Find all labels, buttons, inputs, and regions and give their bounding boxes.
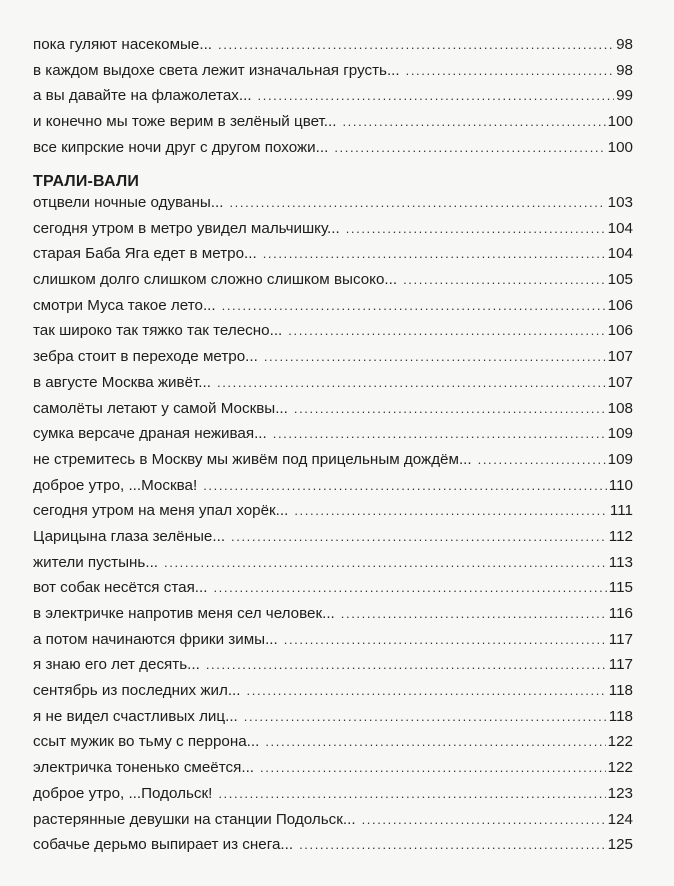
dot-leader [273, 426, 606, 441]
toc-entry-page-number: 98 [616, 36, 633, 53]
dot-leader [218, 37, 614, 52]
toc-entry [33, 656, 633, 682]
toc-entry-title: слишком долго слишком сложно слишком высоко... [33, 271, 398, 289]
toc-entry-page-number: 112 [608, 527, 633, 545]
toc-entry-title: я не видел счастливых лиц... [33, 707, 238, 725]
dot-leader [244, 709, 607, 724]
toc-entry-title: в электричке напротив меня сел человек... [33, 605, 335, 622]
toc-entry-title: старая Баба Яга едет в метро... [33, 245, 257, 263]
toc-entry-title: вот собак несётся стая... [33, 579, 208, 597]
toc-entry [33, 502, 633, 528]
dot-leader [260, 760, 606, 775]
dot-leader [403, 272, 606, 287]
dot-leader [342, 114, 605, 129]
toc-entry [33, 36, 633, 62]
toc-entry [33, 785, 633, 811]
dot-leader [478, 452, 606, 467]
toc-entry-title: все кипрские ночи друг с другом похожи... [33, 138, 329, 156]
toc-entry-page-number: 107 [607, 348, 633, 366]
toc-entry-title: доброе утро, ...Подольск! [33, 784, 213, 802]
dot-leader [222, 298, 606, 313]
toc-entry-title: пока гуляют насекомые... [33, 36, 213, 53]
toc-entry-page-number: 124 [607, 810, 633, 828]
toc-entry [33, 220, 633, 246]
toc-entry [33, 554, 633, 580]
toc-entry-page-number: 106 [607, 296, 633, 314]
toc-entry-title: жители пустынь... [33, 553, 159, 571]
dot-leader [231, 529, 607, 544]
dot-leader [217, 375, 606, 390]
dot-leader [299, 837, 606, 852]
toc-entry [33, 579, 633, 605]
toc-entry-title: в августе Москва живёт... [33, 373, 211, 391]
toc-entry-page-number: 118 [608, 682, 633, 700]
toc-entry [33, 682, 633, 708]
toc-entry-title: зебра стоит в переходе метро... [33, 348, 258, 366]
dot-leader [247, 683, 607, 698]
toc-entry [33, 733, 633, 759]
dot-leader [218, 786, 605, 801]
toc-entry-title: я знаю его лет десять... [33, 656, 200, 674]
dot-leader [229, 195, 605, 210]
toc-entry-page-number: 116 [608, 605, 633, 622]
dot-leader [213, 580, 606, 595]
toc-entry-title: в каждом выдохе света лежит изначальная грусть... [33, 61, 400, 79]
toc-entry-page-number: 123 [607, 784, 633, 802]
dot-leader [264, 349, 606, 364]
toc-entry-title: ссыт мужик во тьму с перрона... [33, 733, 260, 751]
toc-entry-page-number: 117 [608, 656, 633, 674]
toc-entry-title: отцвели ночные одуваны... [33, 194, 224, 211]
toc-entry-title: смотри Муса такое лето... [33, 296, 216, 314]
dot-leader [203, 478, 607, 493]
dot-leader [288, 323, 605, 338]
toc-entry-page-number: 125 [607, 836, 633, 854]
toc-entry-title: не стремитесь в Москву мы живём под прицельным дождём... [33, 450, 472, 468]
toc-section-list [33, 194, 633, 862]
toc-entry-page-number: 115 [608, 579, 633, 597]
toc-entry-title: сегодня утром на меня упал хорёк... [33, 502, 289, 520]
toc-entry-page-number: 107 [607, 373, 633, 391]
toc-entry [33, 451, 633, 477]
toc-entry-page-number: 100 [607, 113, 633, 131]
toc-entry-title: и конечно мы тоже верим в зелёный цвет... [33, 113, 337, 131]
toc-entry-title: электричка тоненько смеётся... [33, 759, 255, 777]
dot-leader [265, 734, 605, 749]
dot-leader [334, 140, 605, 155]
toc-entry-title: растерянные девушки на станции Подольск... [33, 810, 356, 828]
toc-entry-title: сумка версаче драная неживая... [33, 425, 267, 443]
dot-leader [164, 555, 607, 570]
toc-entry [33, 87, 633, 113]
toc-entry-page-number: 118 [608, 707, 633, 725]
toc-entry-page-number: 103 [607, 194, 633, 211]
toc-entry [33, 425, 633, 451]
toc-entry-page-number: 104 [607, 219, 633, 237]
toc-entry [33, 374, 633, 400]
toc-entry [33, 400, 633, 426]
toc-entry-page-number: 105 [607, 271, 633, 289]
toc-entry-title: доброе утро, ...Москва! [33, 476, 198, 494]
toc-entry [33, 194, 633, 220]
dot-leader [341, 606, 607, 621]
toc-entry [33, 477, 633, 503]
toc-entry-page-number: 110 [608, 476, 633, 494]
toc-entry [33, 139, 633, 165]
toc-entry-page-number: 122 [607, 759, 633, 777]
dot-leader [263, 246, 606, 261]
toc-entry [33, 297, 633, 323]
toc-entry-page-number: 122 [607, 733, 633, 751]
toc-entry-page-number: 117 [608, 630, 633, 648]
toc-entry-title: Царицына глаза зелёные... [33, 527, 226, 545]
toc-entry [33, 836, 633, 862]
toc-entry [33, 759, 633, 785]
toc-entry-page-number: 108 [607, 399, 633, 417]
toc-entry [33, 271, 633, 297]
toc-entry [33, 631, 633, 657]
toc-entry-title: а потом начинаются фрики зимы... [33, 630, 278, 648]
toc-entry-title: сентябрь из последних жил... [33, 682, 241, 700]
dot-leader [294, 401, 606, 416]
toc-entry-title: сегодня утром в метро увидел мальчишку... [33, 219, 340, 237]
toc-entry-page-number: 106 [607, 322, 633, 340]
toc-entry [33, 811, 633, 837]
dot-leader [258, 88, 615, 103]
toc-entry [33, 605, 633, 631]
toc-entry [33, 708, 633, 734]
dot-leader [362, 812, 606, 827]
section-title: ТРАЛИ-ВАЛИ [33, 173, 140, 190]
toc-entry-page-number: 109 [607, 450, 633, 468]
toc-entry [33, 528, 633, 554]
toc-entry-page-number: 104 [607, 245, 633, 263]
dot-leader [206, 657, 607, 672]
toc-entry-title: так широко так тяжко так телесно... [33, 322, 283, 340]
toc-entry-page-number: 99 [616, 87, 633, 105]
dot-leader [294, 503, 608, 518]
toc-top-list [33, 36, 633, 164]
dot-leader [346, 221, 606, 236]
toc-entry [33, 322, 633, 348]
toc-entry-page-number: 111 [609, 502, 633, 520]
toc-entry-title: собачье дерьмо выпирает из снега... [33, 836, 294, 854]
toc-entry-page-number: 109 [607, 425, 633, 443]
toc-entry-title: а вы давайте на флажолетах... [33, 87, 252, 105]
toc-entry [33, 113, 633, 139]
toc-entry [33, 348, 633, 374]
toc-entry-page-number: 100 [607, 138, 633, 156]
toc-entry-title: самолёты летают у самой Москвы... [33, 399, 288, 417]
toc-entry [33, 245, 633, 271]
dot-leader [284, 632, 607, 647]
toc-entry-page-number: 113 [608, 553, 633, 571]
toc-entry [33, 62, 633, 88]
toc-entry-page-number: 98 [616, 61, 633, 79]
dot-leader [406, 63, 614, 78]
